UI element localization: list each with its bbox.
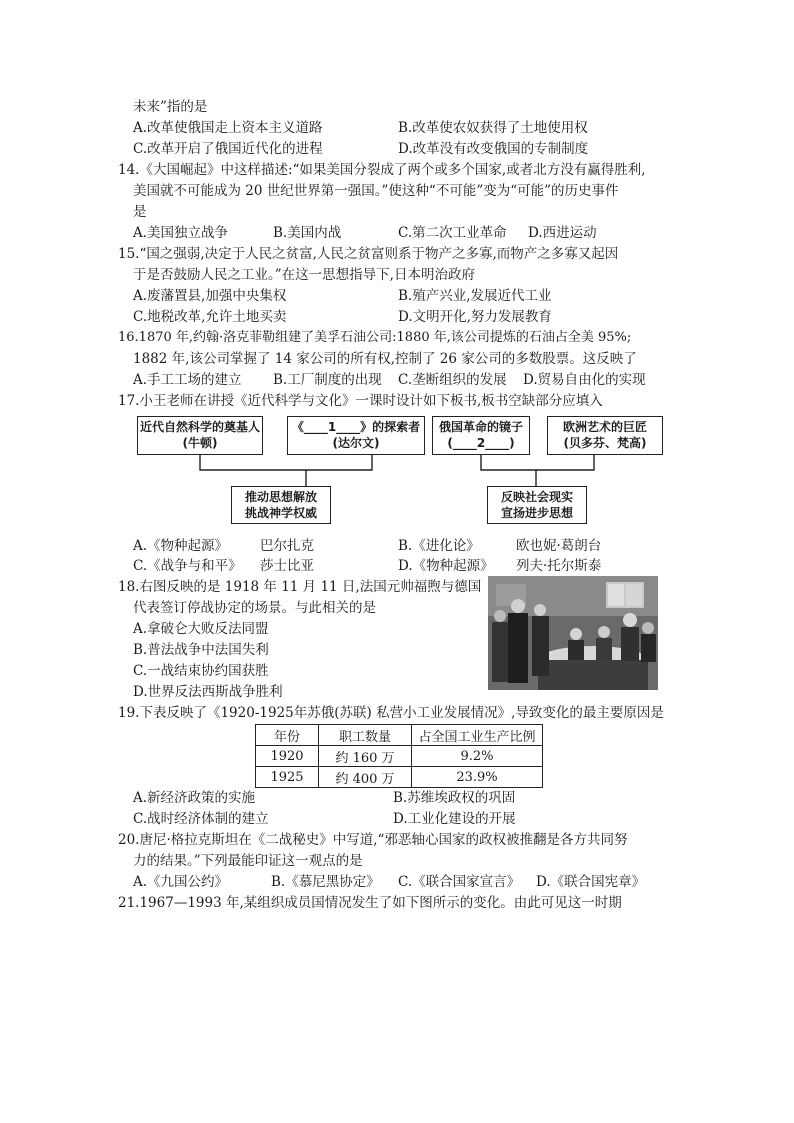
q19-option-d[interactable]: D.工业化建设的开展 xyxy=(393,811,516,827)
q18-option-b[interactable]: B.普法战争中法国失利 xyxy=(133,642,269,658)
table-header-workers: 职工数量 xyxy=(319,725,412,746)
q17-option-c-work[interactable]: C.《战争与和平》 xyxy=(133,558,242,574)
board-box-thought-liberation-line1: 推动思想解放 xyxy=(244,490,317,504)
q19-option-c[interactable]: C.战时经济体制的建立 xyxy=(133,811,269,827)
q15-option-a[interactable]: A.废藩置县,加强中央集权 xyxy=(133,288,287,304)
table-cell-share: 9.2% xyxy=(412,746,543,767)
q13-option-c[interactable]: C.改革开启了俄国近代化的进程 xyxy=(133,141,323,157)
board-box-newton xyxy=(137,416,263,455)
board-box-european-art-title: 欧洲艺术的巨匠 xyxy=(562,420,647,434)
q15-option-b[interactable]: B.殖产兴业,发展近代工业 xyxy=(398,288,552,304)
q17-stem: 17.小王老师在讲授《近代科学与文化》一课时设计如下板书,板书空缺部分应填入 xyxy=(118,393,603,409)
board-box-social-reality-line2: 宣扬进步思想 xyxy=(500,506,573,520)
q17-option-b-author[interactable]: 欧也妮·葛朗台 xyxy=(516,538,602,554)
q16-option-a[interactable]: A.手工工场的建立 xyxy=(133,372,242,388)
q15-option-c[interactable]: C.地税改革,允许土地买卖 xyxy=(133,309,287,325)
board-box-european-art xyxy=(547,416,663,455)
q17-option-d-work[interactable]: D.《物种起源》 xyxy=(398,558,494,574)
q20-option-a[interactable]: A.《九国公约》 xyxy=(133,874,229,890)
table-header-year: 年份 xyxy=(256,725,319,746)
board-box-thought-liberation-line2: 挑战神学权威 xyxy=(244,506,317,520)
table-row xyxy=(256,746,543,767)
q17-option-a-author[interactable]: 巴尔扎克 xyxy=(260,538,314,554)
q18-stem-line-1: 18.右图反映的是 1918 年 11 月 11 日,法国元帅福煦与德国 xyxy=(118,579,482,595)
q20-stem-line-2: 力的结果。”下列最能印证这一观点的是 xyxy=(133,853,363,869)
table-cell-share: 23.9% xyxy=(412,767,543,788)
table-header-share: 占全国工业生产比例 xyxy=(412,725,543,746)
board-box-thought-liberation xyxy=(231,486,331,524)
q13-option-b[interactable]: B.改革使农奴获得了土地使用权 xyxy=(398,120,588,136)
board-box-social-reality xyxy=(487,486,587,524)
q18-option-d[interactable]: D.世界反法西斯战争胜利 xyxy=(133,684,283,700)
q20-stem-line-1: 20.唐尼·格拉克斯坦在《二战秘史》中写道,“邪恶轴心国家的政权被推翻是各方共同努 xyxy=(118,832,628,848)
q19-stem: 19.下表反映了《1920-1925年苏俄(苏联) 私营小工业发展情况》,导致变化的最主要原因是 xyxy=(118,705,664,721)
board-box-darwin-sub: (达尔文) xyxy=(332,436,380,450)
q14-stem-line-2: 美国就不可能成为 20 世纪世界第一强国。”使这种“不可能”变为“可能”的历史事件 xyxy=(133,183,619,199)
q16-stem-line-2: 1882 年,该公司掌握了 14 家公司的所有权,控制了 26 家公司的多数股票。这反映了 xyxy=(133,351,637,367)
q17-option-b-work[interactable]: B.《进化论》 xyxy=(398,538,480,554)
q17-option-c-author[interactable]: 莎士比亚 xyxy=(260,558,314,574)
q16-option-d[interactable]: D.贸易自由化的实现 xyxy=(523,372,646,388)
q15-stem-line-2: 于是否鼓励人民之工业。”在这一思想指导下,日本明治政府 xyxy=(133,267,475,283)
board-box-newton-title: 近代自然科学的奠基人 xyxy=(139,420,260,434)
board-box-european-art-sub: (贝多芬、梵高) xyxy=(563,436,647,450)
board-box-russian-mirror xyxy=(432,416,530,455)
q16-stem-line-1: 16.1870 年,约翰·洛克菲勒组建了美孚石油公司:1880 年,该公司提炼的石油占全美 95%; xyxy=(118,330,632,345)
q15-option-d[interactable]: D.文明开化,努力发展教育 xyxy=(398,309,552,325)
table-header-row xyxy=(256,725,543,746)
board-box-newton-sub: (牛顿) xyxy=(182,436,218,450)
q15-stem-line-1: 15.“国之强弱,决定于人民之贫富,人民之贫富则系于物产之多寡,而物产之多寡又起因 xyxy=(118,246,619,262)
q17-option-a-work[interactable]: A.《物种起源》 xyxy=(133,538,229,554)
q18-stem-line-2: 代表签订停战协定的场景。与此相关的是 xyxy=(133,600,376,616)
table-cell-year: 1920 xyxy=(256,746,319,767)
q13-option-a[interactable]: A.改革使俄国走上资本主义道路 xyxy=(133,120,323,136)
q16-option-b[interactable]: B.工厂制度的出现 xyxy=(273,372,382,388)
q20-option-b[interactable]: B.《慕尼黑协定》 xyxy=(271,874,380,890)
q14-option-a[interactable]: A.美国独立战争 xyxy=(133,225,229,241)
q18-option-a[interactable]: A.拿破仑大败反法同盟 xyxy=(133,621,269,637)
q20-option-d[interactable]: D.《联合国宪章》 xyxy=(536,874,646,890)
table-row xyxy=(256,767,543,788)
board-box-darwin-title: 《____1____》的探索者 xyxy=(291,420,421,434)
table-cell-year: 1925 xyxy=(256,767,319,788)
q14-stem-line-1: 14.《大国崛起》中这样描述:“如果美国分裂成了两个或多个国家,或者北方没有赢得胜利, xyxy=(118,162,646,178)
q14-option-d[interactable]: D.西进运动 xyxy=(528,225,597,241)
q17-option-d-author[interactable]: 列夫·托尔斯泰 xyxy=(516,558,602,574)
q13-stem-tail: 未来”指的是 xyxy=(133,99,208,115)
q18-option-c[interactable]: C.一战结束协约国获胜 xyxy=(133,663,269,679)
board-box-social-reality-line1: 反映社会现实 xyxy=(500,490,573,504)
armistice-photo xyxy=(488,576,658,690)
q19-table xyxy=(255,724,543,788)
q13-option-d[interactable]: D.改革没有改变俄国的专制制度 xyxy=(398,141,589,157)
q21-stem: 21.1967—1993 年,某组织成员国情况发生了如下图所示的变化。由此可见这一时期 xyxy=(118,895,622,911)
board-box-darwin xyxy=(287,416,425,455)
table-cell-workers: 约 160 万 xyxy=(319,746,412,767)
table-cell-workers: 约 400 万 xyxy=(319,767,412,788)
q14-option-c[interactable]: C.第二次工业革命 xyxy=(398,225,507,241)
q19-option-b[interactable]: B.苏维埃政权的巩固 xyxy=(393,790,516,806)
q20-option-c[interactable]: C.《联合国家宣言》 xyxy=(398,874,521,890)
q19-option-a[interactable]: A.新经济政策的实施 xyxy=(133,790,256,806)
board-box-russian-mirror-title: 俄国革命的镜子 xyxy=(438,420,523,434)
q16-option-c[interactable]: C.垄断组织的发展 xyxy=(398,372,507,388)
q14-stem-line-3: 是 xyxy=(133,204,147,220)
q14-option-b[interactable]: B.美国内战 xyxy=(273,225,342,241)
board-box-russian-mirror-sub: (____2____) xyxy=(447,436,515,450)
